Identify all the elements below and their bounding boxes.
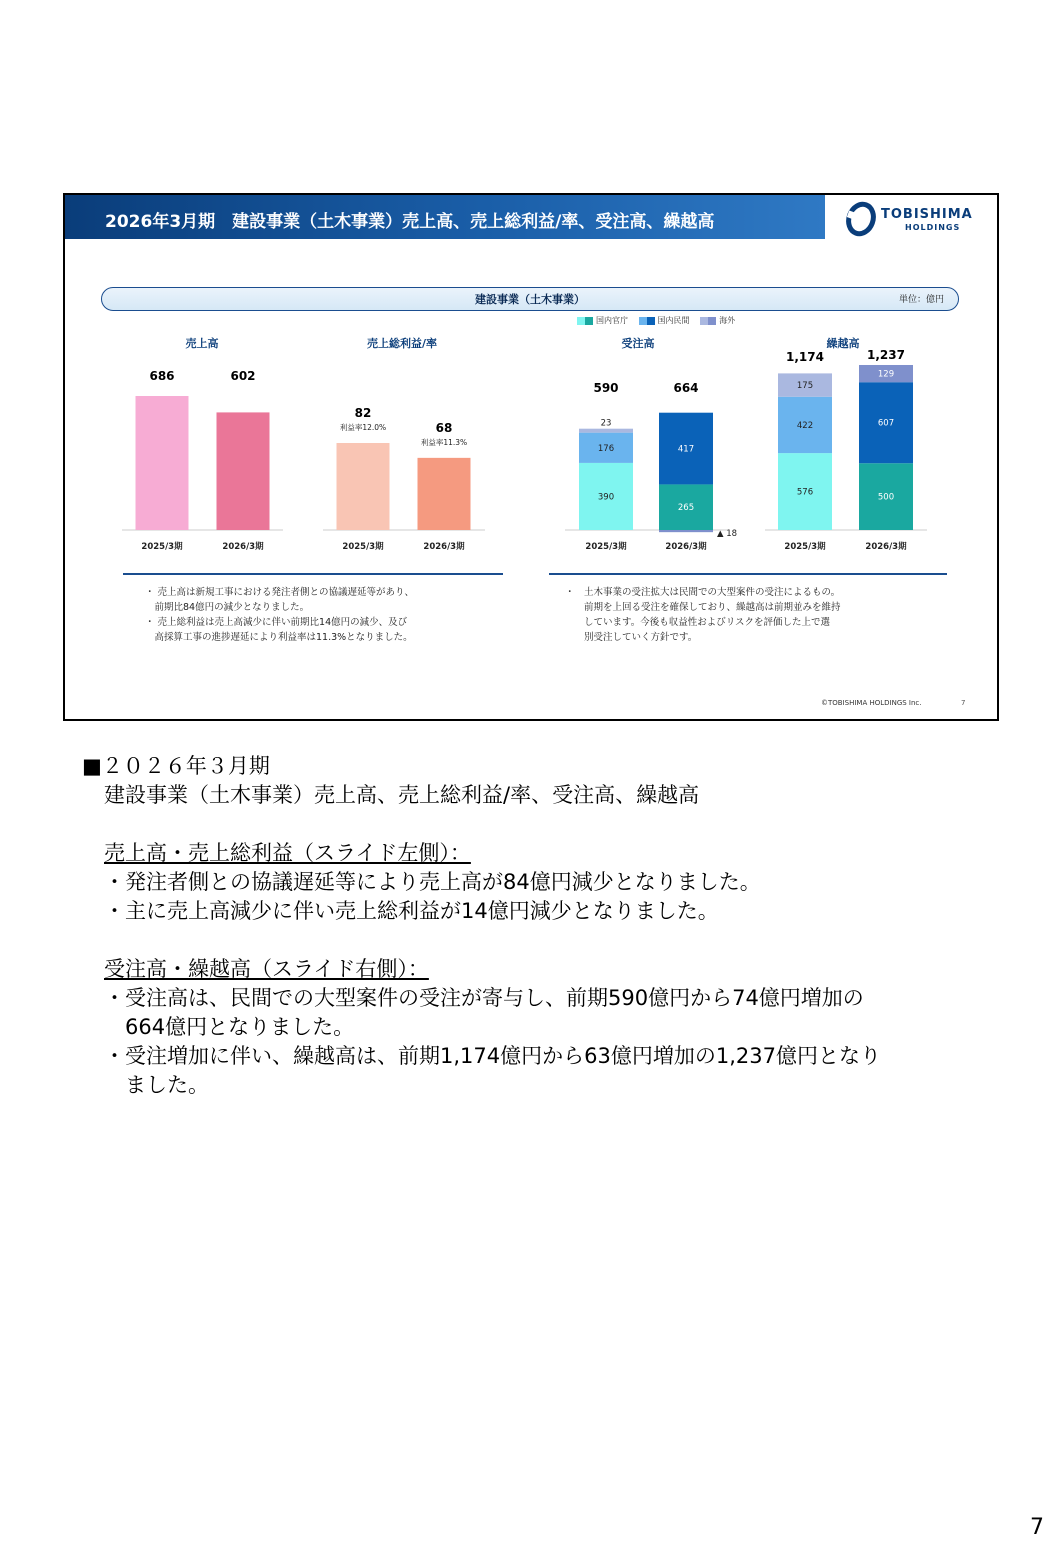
negative-bar-segment	[659, 530, 713, 532]
unit-label: 単位：億円	[898, 295, 944, 305]
logo-mark-icon	[845, 201, 877, 237]
chart-title: 受注高	[621, 337, 655, 350]
chart-title: 繰越高	[826, 337, 860, 350]
divider-right	[549, 573, 947, 575]
copyright: ©TOBISHIMA HOLDINGS Inc.	[821, 699, 922, 707]
note-right-line: 別受注していく方針です。	[565, 632, 698, 643]
x-tick-label: 2025/3期	[585, 542, 627, 552]
section-bar	[101, 287, 959, 311]
segment-value-label: 23	[600, 418, 612, 429]
legend-swatch-private-b	[647, 317, 655, 325]
segment-value-label: 390	[597, 492, 615, 503]
segment-value-label: 129	[877, 369, 895, 380]
x-tick-label: 2026/3期	[423, 542, 465, 552]
profit-rate-label: 利益率11.3%	[420, 437, 468, 447]
divider-left	[123, 573, 503, 575]
section1-item: ・発注者側との協議遅延等により売上高が84億円減少となりました。	[104, 870, 761, 894]
logo-sub: HOLDINGS	[905, 223, 961, 232]
legend-swatch-overseas-b	[708, 317, 716, 325]
note-right-line: 前期を上回る受注を確保しており、繰越高は前期並みを維持	[565, 602, 841, 613]
segment-value-label: ▲ 18	[717, 529, 738, 539]
bar-value-label: 82	[354, 406, 372, 420]
heading-fiscal-year: ■２０２６年３月期	[82, 754, 270, 778]
company-logo	[845, 201, 985, 237]
section2-item: ・受注高は、民間での大型案件の受注が寄与し、前期590億円から74億円増加の	[104, 986, 864, 1010]
segment-value-label: 500	[877, 492, 895, 503]
legend-label-private: 国内民間	[657, 316, 690, 325]
legend-swatch-overseas-a	[700, 317, 708, 325]
legend-label-overseas: 海外	[719, 316, 736, 325]
x-tick-label: 2025/3期	[141, 542, 183, 552]
bar-value-label: 68	[435, 420, 453, 435]
heading-subject: 建設事業（土木事業）売上高、売上総利益/率、受注高、繰越高	[104, 783, 700, 807]
section-title: 建設事業（土木事業）	[475, 293, 585, 306]
bar	[136, 396, 189, 530]
segment-value-label: 422	[796, 420, 814, 431]
slide-number: 7	[961, 699, 966, 707]
section2-item: ました。	[104, 1073, 209, 1097]
stacked-bar-segment	[579, 429, 633, 433]
bar-total-label: 590	[593, 381, 619, 395]
note-left-line: 高採算工事の進捗遅延により利益率は11.3%となりました。	[145, 632, 413, 643]
bar	[217, 412, 270, 530]
legend-swatch-gov-a	[577, 317, 585, 325]
section2-item: ・受注増加に伴い、繰越高は、前期1,174億円から63億円増加の1,237億円となり	[104, 1044, 881, 1068]
page-number: 7	[1030, 1515, 1044, 1540]
chart-title: 売上高	[185, 337, 219, 350]
chart-title: 売上総利益/率	[366, 337, 438, 350]
section2-title: 受注高・繰越高（スライド右側）：	[104, 957, 429, 981]
slide-header	[65, 195, 825, 239]
legend-swatch-private-a	[639, 317, 647, 325]
note-left-line: ・ 売上高は新規工事における発注者側との協議遅延等があり、	[145, 587, 415, 598]
note-right-line: しています。今後も収益性およびリスクを評価した上で選	[565, 617, 831, 628]
bar-total-label: 1,174	[786, 350, 824, 364]
segment-value-label: 576	[796, 487, 814, 498]
note-left-line: ・ 売上総利益は売上高減少に伴い前期比14億円の減少、及び	[145, 617, 408, 628]
bar	[337, 443, 390, 530]
bar-total-label: 1,237	[867, 348, 905, 362]
note-right-line: ・ 土木事業の受注拡大は民間での大型案件の受注によるもの。	[565, 587, 841, 598]
section2-item: 664億円となりました。	[104, 1015, 355, 1039]
x-tick-label: 2026/3期	[665, 542, 707, 552]
legend-swatch-gov-b	[585, 317, 593, 325]
segment-value-label: 417	[677, 444, 695, 455]
slide-title: 2026年3月期 建設事業（土木事業）売上高、売上総利益/率、受注高、繰越高	[105, 212, 715, 232]
charts-area	[65, 325, 997, 565]
commentary	[82, 752, 881, 1100]
logo-text: TOBISHIMA	[881, 207, 973, 222]
x-tick-label: 2026/3期	[865, 542, 907, 552]
bar	[418, 458, 471, 530]
bar-value-label: 686	[149, 369, 175, 383]
x-tick-label: 2025/3期	[784, 542, 826, 552]
segment-value-label: 175	[796, 381, 814, 392]
note-left-line: 前期比84億円の減少となりました。	[145, 602, 310, 613]
section1-item: ・主に売上高減少に伴い売上総利益が14億円減少となりました。	[104, 899, 719, 923]
profit-rate-label: 利益率12.0%	[339, 423, 387, 432]
segment-value-label: 607	[877, 418, 895, 429]
notes-right	[565, 585, 841, 645]
x-tick-label: 2026/3期	[222, 542, 264, 552]
segment-value-label: 176	[597, 443, 615, 454]
slide	[63, 193, 999, 721]
bar-value-label: 602	[230, 369, 256, 383]
legend-label-gov: 国内官庁	[596, 316, 628, 325]
notes-left	[145, 585, 414, 645]
x-tick-label: 2025/3期	[342, 542, 384, 552]
section1-title: 売上高・売上総利益（スライド左側）：	[104, 841, 471, 865]
bar-total-label: 664	[673, 381, 699, 395]
segment-value-label: 265	[677, 503, 695, 514]
